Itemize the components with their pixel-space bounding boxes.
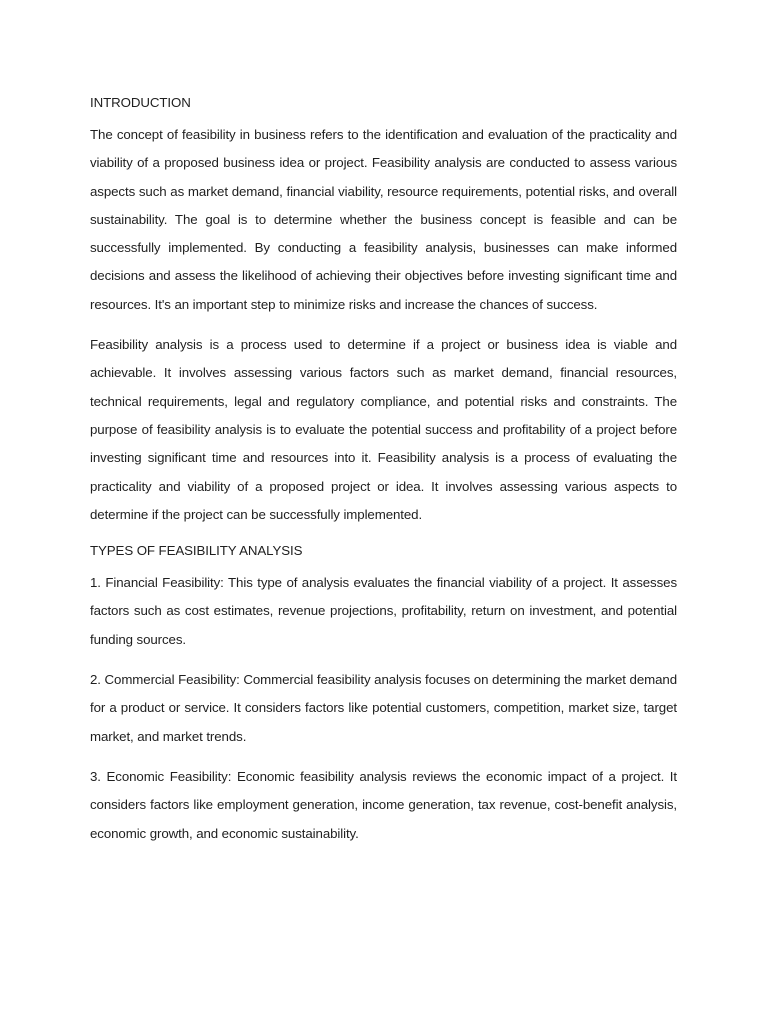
list-item-commercial-feasibility: 2. Commercial Feasibility: Commercial feasibility analysis focuses on determining the market demand for a product or service. It considers factors like potential customers, competition, market size, target market, and market trends. [90, 672, 677, 744]
intro-paragraph-2: Feasibility analysis is a process used to determine if a project or business idea is viable and achievable. It involves assessing various factors such as market demand, financial resources, technical requirements, legal and regulatory compliance, and potential risks and constraints. The purpose of feasibility analysis is to evaluate the potential success and profitability of a project before investing significant time and resources into it. Feasibility analysis is a process of evaluating the practicality and viability of a proposed project or idea. It involves assessing various aspects to determine if the project can be successfully implemented. [90, 337, 677, 522]
list-item-financial-feasibility: 1. Financial Feasibility: This type of analysis evaluates the financial viability of a project. It assesses factors such as cost estimates, revenue projections, profitability, return on investment, and potential funding sources. [90, 575, 677, 647]
list-item-economic-feasibility: 3. Economic Feasibility: Economic feasibility analysis reviews the economic impact of a project. It considers factors like employment generation, income generation, tax revenue, cost-benefit analysis, economic growth, and economic sustainability. [90, 768, 677, 841]
document-body [90, 93, 677, 860]
section-heading-introduction: INTRODUCTION [90, 95, 191, 110]
section-heading-types: TYPES OF FEASIBILITY ANALYSIS [90, 543, 303, 559]
intro-paragraph-1: The concept of feasibility in business refers to the identification and evaluation of the practicality and viability of a proposed business idea or project. Feasibility analysis are conducted to assess various aspects such as market demand, financial viability, resource requirements, potential risks, and overall sustainability. The goal is to determine whether the business concept is feasible and can be successfully implemented. By conducting a feasibility analysis, businesses can make informed decisions and assess the likelihood of achieving their objectives before investing significant time and resources. It's an important step to minimize risks and increase the chances of success. [90, 127, 677, 312]
